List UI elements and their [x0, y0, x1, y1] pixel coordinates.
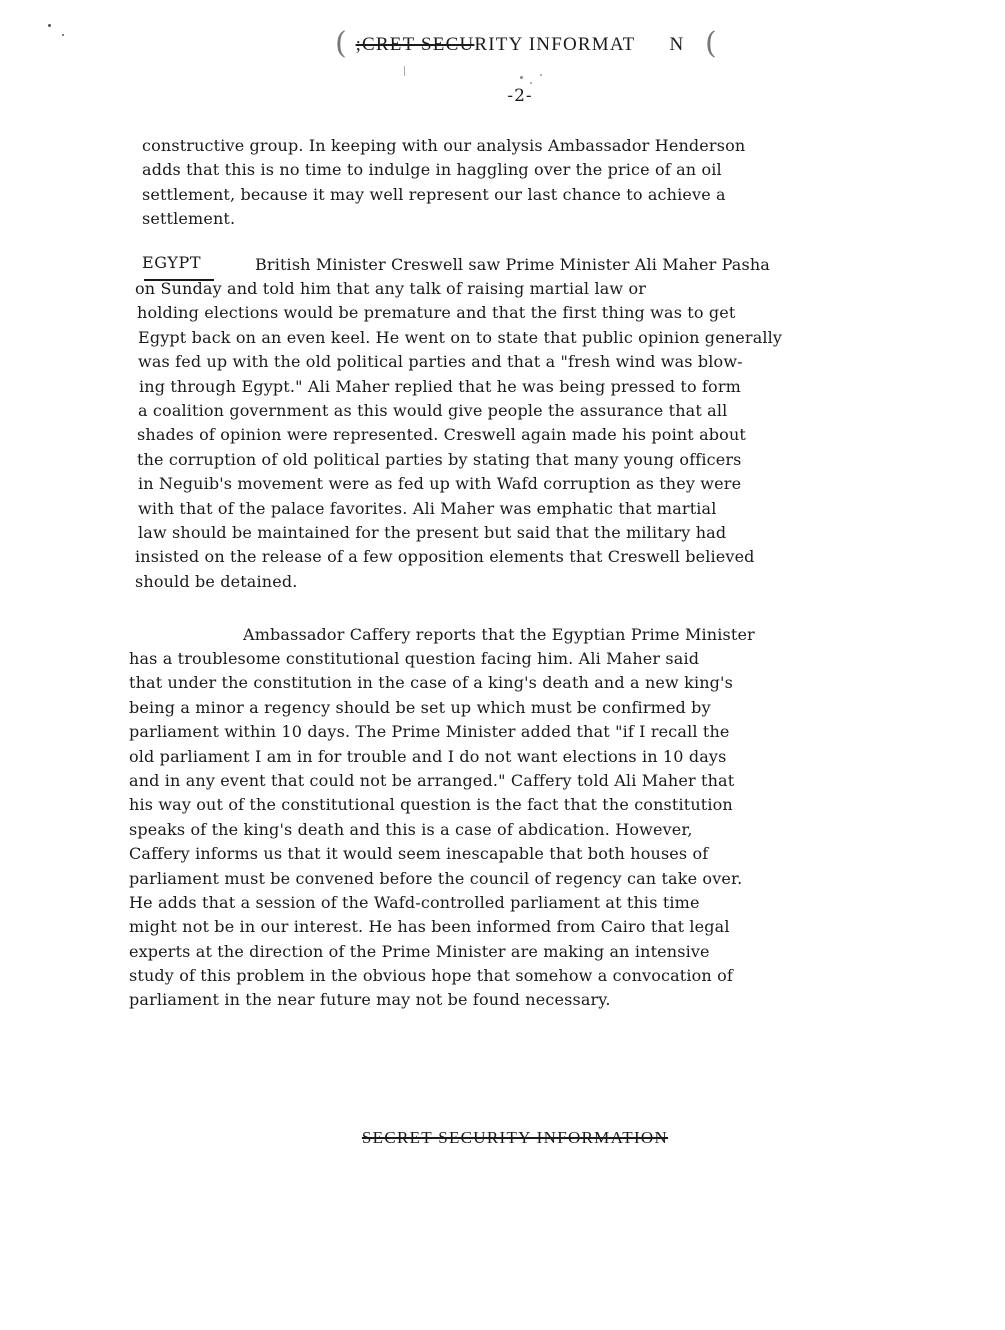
footer-classification: SECRET SECURITY INFORMATION — [361, 1128, 669, 1147]
text-line: might not be in our interest. He has been informed from Cairo that legal — [129, 917, 730, 937]
paragraph-egypt-first-line — [255, 253, 770, 277]
scan-speck — [62, 34, 64, 36]
text-line: on Sunday and told him that any talk of raising martial law or — [135, 279, 647, 298]
text-line: the corruption of old political parties by stating that many young officers — [137, 449, 742, 469]
header-left-paren-mark: ( — [335, 26, 347, 61]
scan-speck — [530, 82, 532, 84]
text-line: Caffery informs us that it would seem inescapable that both houses of — [129, 844, 709, 864]
paragraph-egypt-creswell — [135, 277, 782, 594]
text-line: ing through Egypt." Ali Maher replied that he was being pressed to form — [139, 376, 741, 396]
text-line: in Neguib's movement were as fed up with Wafd corruption as they were — [138, 474, 742, 494]
text-line: constructive group. In keeping with our analysis Ambassador Henderson — [142, 136, 746, 155]
scan-speck — [520, 76, 523, 79]
text-line: study of this problem in the obvious hope that somehow a convocation of — [129, 966, 733, 986]
scan-speck — [404, 66, 405, 76]
text-line: was fed up with the old political parties and that a "fresh wind was blow- — [138, 352, 743, 372]
text-line: parliament must be convened before the council of regency can take over. — [129, 868, 743, 888]
text-line: being a minor a regency should be set up which must be confirmed by — [129, 697, 711, 717]
paragraph-iran-conclusion — [142, 134, 745, 232]
text-line: settlement, because it may well represent our last chance to achieve a — [142, 184, 726, 204]
scan-speck — [48, 24, 51, 27]
text-line: law should be maintained for the present but said that the military had — [138, 522, 727, 542]
paragraph-caffery — [129, 647, 742, 1013]
text-line: adds that this is no time to indulge in haggling over the price of an oil — [142, 160, 722, 180]
text-line: settlement. — [142, 209, 236, 229]
header-classification-rest: RITY INFORMAT — [474, 34, 636, 55]
header-classification-tail: N — [669, 34, 685, 55]
text-line: speaks of the king's death and this is a case of abdication. However, — [129, 819, 693, 839]
text-line: with that of the palace favorites. Ali Maher was emphatic that martial — [138, 498, 717, 518]
header-classification-struck: ;CRET SECU — [355, 34, 475, 55]
text-line: holding elections would be premature and that the first thing was to get — [137, 303, 736, 323]
text-line: and in any event that could not be arranged." Caffery told Ali Maher that — [129, 770, 735, 790]
text-line: should be detained. — [135, 571, 298, 591]
text-line: parliament within 10 days. The Prime Minister added that "if I recall the — [129, 722, 730, 742]
text-line: that under the constitution in the case of a king's death and a new king's — [129, 673, 733, 693]
text-line: He adds that a session of the Wafd-controlled parliament at this time — [129, 892, 700, 912]
scan-speck — [540, 74, 542, 76]
text-line: experts at the direction of the Prime Minister are making an intensive — [129, 941, 710, 961]
text-line: parliament in the near future may not be found necessary. — [129, 990, 611, 1010]
page-number: -2- — [507, 86, 533, 106]
text-line: old parliament I am in for trouble and I do not want elections in 10 days — [129, 746, 727, 766]
text-line: his way out of the constitutional question is the fact that the constitution — [129, 795, 733, 815]
text-line: has a troublesome constitutional question facing him. Ali Maher said — [129, 649, 700, 668]
header-right-paren-mark: ( — [705, 26, 717, 61]
text-line: shades of opinion were represented. Creswell again made his point about — [137, 425, 747, 445]
text-line: Egypt back on an even keel. He went on to state that public opinion generally — [138, 327, 783, 347]
section-heading-egypt: EGYPT — [142, 253, 202, 272]
header-classification — [300, 34, 740, 56]
paragraph-caffery-first-line — [243, 623, 755, 647]
text-line: British Minister Creswell saw Prime Minister Ali Maher Pasha — [255, 255, 770, 274]
text-line: Ambassador Caffery reports that the Egyptian Prime Minister — [243, 625, 755, 644]
text-line: a coalition government as this would give people the assurance that all — [138, 400, 728, 420]
text-line: insisted on the release of a few opposition elements that Creswell believed — [135, 547, 755, 567]
